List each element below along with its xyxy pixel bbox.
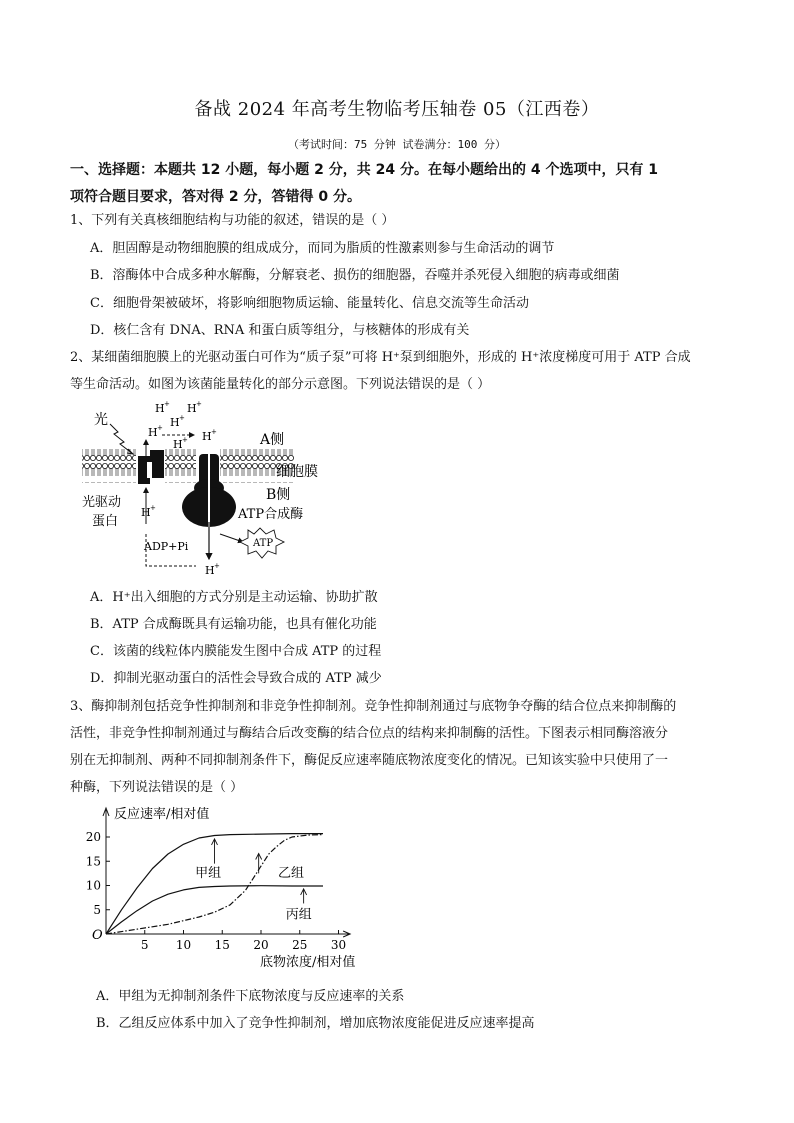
q1-stem: 1、下列有关真核细胞结构与功能的叙述，错误的是（ ）	[70, 213, 395, 228]
lipid-bilayer	[82, 449, 294, 483]
label-adp: ADP+Pi	[144, 540, 189, 553]
section-heading-line-2: 项符合题目要求，答对得 2 分，答错得 0 分。	[70, 189, 361, 205]
svg-text:+: +	[211, 428, 217, 436]
section-heading	[70, 157, 730, 211]
q3-stem-line-1: 3、酶抑制剂包括竞争性抑制剂和非竞争性抑制剂。竞争性抑制剂通过与底物争夺酶的结合位点来抑制酶的	[70, 699, 677, 714]
page-title: 备战 2024 年高考生物临考压轴卷 05（江西卷）	[194, 99, 600, 120]
light-driven-protein	[138, 450, 164, 484]
x-axis-label: 底物浓度/相对值	[260, 955, 356, 970]
svg-text:+: +	[179, 414, 185, 422]
x-tick-label-5: 5	[140, 938, 149, 952]
svg-text:H: H	[187, 402, 197, 415]
svg-text:H: H	[155, 402, 165, 415]
exam-info: （考试时间：75 分钟 试卷满分：100 分）	[288, 138, 506, 151]
svg-text:+: +	[196, 400, 202, 408]
y-axis-label: 反应速率/相对值	[114, 807, 210, 822]
q2-option-a: A．H⁺出入细胞的方式分别是主动运输、协助扩散	[90, 590, 378, 605]
svg-text:H: H	[173, 438, 183, 451]
label-side-b: B侧	[266, 487, 291, 503]
x-tick-label-25: 25	[292, 938, 308, 952]
svg-text:+: +	[150, 504, 156, 512]
svg-text:+: +	[164, 400, 170, 408]
y-tick-label-5: 5	[93, 902, 101, 917]
q2-option-b: B．ATP 合成酶既具有运输功能，也具有催化功能	[90, 617, 377, 632]
y-tick-label-20: 20	[85, 830, 101, 844]
svg-text:H: H	[170, 416, 180, 429]
label-membrane: 细胞膜	[276, 464, 318, 480]
x-tick-label-30: 30	[330, 938, 347, 952]
origin-label: O	[92, 928, 103, 943]
label-pump: 光驱动	[82, 495, 122, 510]
q1-option-b: B．溶酶体中合成多种水解酶，分解衰老、损伤的细胞器，吞噬并杀死侵入细胞的病毒或细菌	[90, 268, 620, 283]
svg-text:H: H	[148, 426, 158, 439]
svg-text:+: +	[157, 424, 163, 432]
q1-option-d: D．核仁含有 DNA、RNA 和蛋白质等组分，与核糖体的形成有关	[90, 323, 470, 338]
label-atp: ATP	[253, 538, 274, 549]
q2-option-d: D．抑制光驱动蛋白的活性会导致合成的 ATP 减少	[90, 671, 382, 686]
y-tick-label-10: 10	[85, 878, 101, 893]
series-label-yi: 乙组	[278, 865, 305, 881]
q2-stem-line-1: 2、某细菌细胞膜上的光驱动蛋白可作为“质子泵”可将 H⁺泵到细胞外，形成的 H⁺浓度梯度可用于 ATP 合成	[70, 350, 691, 365]
x-tick-label-15: 15	[214, 938, 230, 952]
svg-text:+: +	[214, 562, 220, 570]
q3-stem-line-2: 活性，非竞争性抑制剂通过与酶结合后改变酶的结合位点的结构来抑制酶的活性。下图表示相同酶溶液分	[70, 726, 669, 741]
label-light: 光	[94, 412, 108, 428]
x-tick-label-10: 10	[175, 938, 192, 952]
svg-text:H: H	[141, 506, 151, 519]
q3-stem-line-4: 种酶，下列说法错误的是（ ）	[70, 780, 244, 795]
label-synthase: ATP合成酶	[238, 507, 304, 522]
y-tick-label-15: 15	[85, 854, 101, 869]
enzyme-rate-chart	[80, 800, 380, 975]
series-label-jia: 甲组	[195, 865, 222, 881]
series-label-bing: 丙组	[285, 907, 312, 923]
q2-stem-line-2: 等生命活动。如图为该菌能量转化的部分示意图。下列说法错误的是（ ）	[70, 377, 491, 392]
q1-option-a: A．胆固醇是动物细胞膜的组成成分，而同为脂质的性激素则参与生命活动的调节	[90, 241, 555, 256]
x-tick-label-20: 20	[253, 938, 269, 952]
label-side-a: A侧	[260, 432, 285, 448]
label-pump-2: 蛋白	[92, 514, 119, 529]
svg-text:H: H	[205, 564, 215, 576]
q3-option-a: A．甲组为无抑制剂条件下底物浓度与反应速率的关系	[96, 989, 405, 1004]
svg-text:H: H	[202, 430, 212, 443]
q3-option-b: B．乙组反应体系中加入了竞争性抑制剂，增加底物浓度能促进反应速率提高	[96, 1016, 535, 1031]
q2-option-c: C．该菌的线粒体内膜能发生图中合成 ATP 的过程	[90, 644, 382, 659]
membrane-figure	[78, 394, 338, 576]
q1-option-c: C．细胞骨架被破坏，将影响细胞物质运输、能量转化、信息交流等生命活动	[90, 296, 529, 311]
section-heading-line-1: 一、选择题：本题共 12 小题，每小题 2 分，共 24 分。在每小题给出的 4 个选项中，只有 1	[70, 162, 659, 178]
q3-stem-line-3: 别在无抑制剂、两种不同抑制剂条件下，酶促反应速率随底物浓度变化的情况。已知该实验中只使用了一	[70, 753, 669, 768]
svg-text:+: +	[182, 436, 188, 444]
